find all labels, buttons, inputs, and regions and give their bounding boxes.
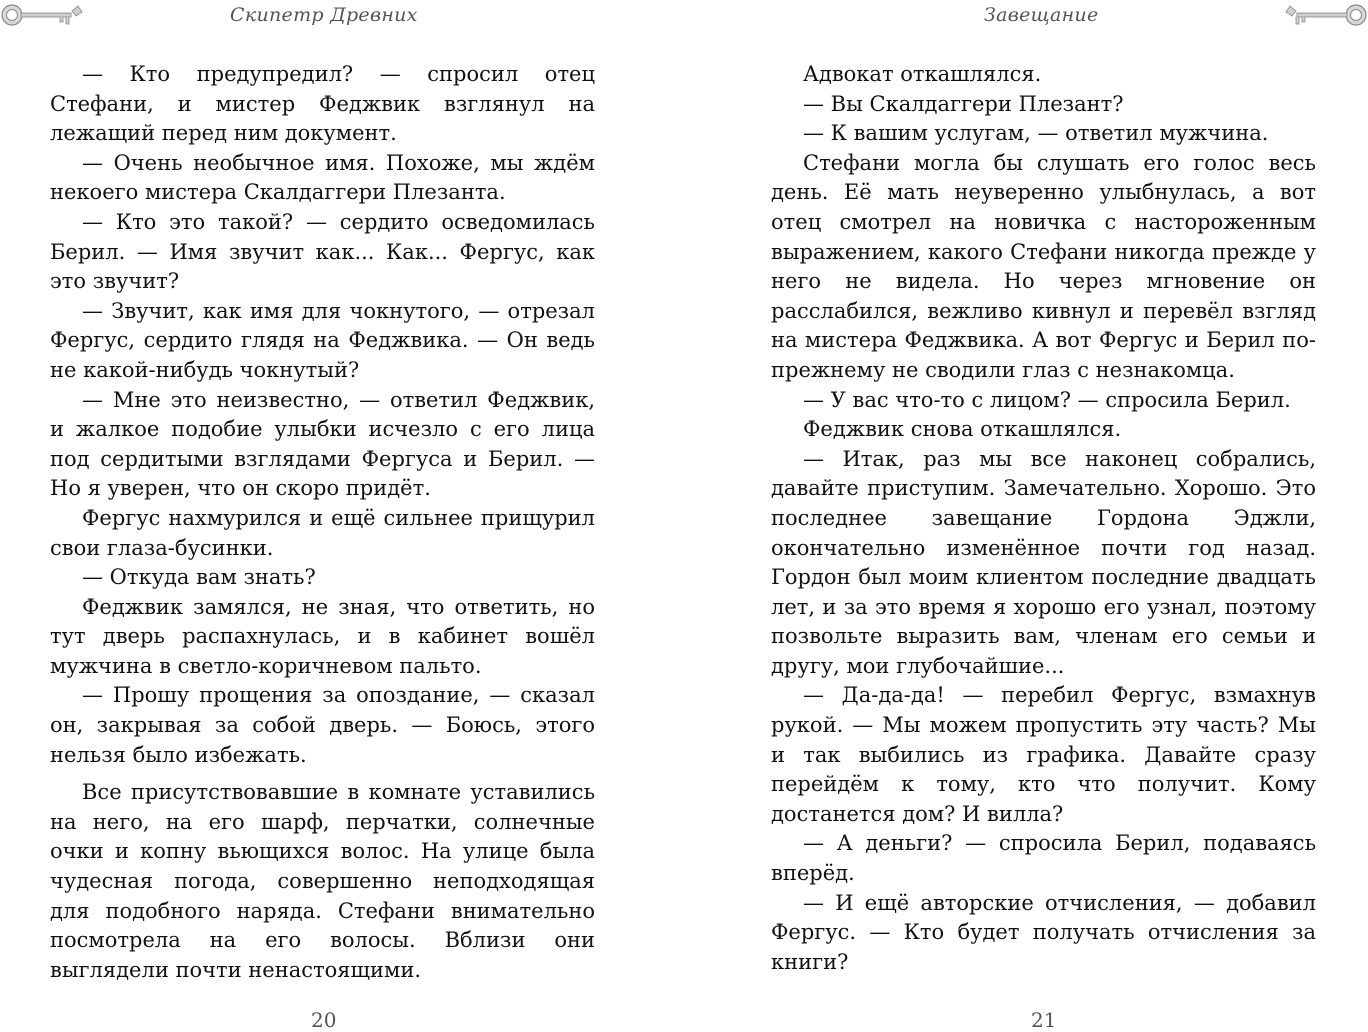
paragraph: — У вас что-то с лицом? — спросила Берил. [803,387,1291,412]
running-head: Завещание [984,4,1099,26]
running-head: Скипетр Древних [230,4,418,26]
paragraph: — К вашим услугам, — ответил мужчина. [803,121,1269,146]
page-number: 21 [1031,1008,1057,1032]
body-text [771,60,1316,977]
page-number: 20 [311,1008,337,1032]
paragraph: Адвокат откашлялся. [803,62,1042,86]
paragraph: Феджвик замялся, не зная, что ответить, но тут дверь распахнулась, и в кабинет вошёл мужчина в светло-коричневом пальто. [50,594,595,678]
paragraph: — Кто это такой? — сердито осведомилась Берил. — Имя звучит как... Как... Фергус, как это звучит? [50,209,595,294]
paragraph: — Звучит, как имя для чокнутого, — отрезал Фергус, сердито глядя на Феджвика. — Он ведь не какой-нибудь чокнутый? [50,298,595,382]
right-page [684,0,1368,1032]
paragraph: — Прошу прощения за опоздание, — сказал он, закрывая за собой дверь. — Боюсь, этого нельзя было избежать. [50,683,595,767]
paragraph: — Итак, раз мы все наконец собрались, давайте приступим. Замечательно. Хорошо. Это последнее завещание Гордона Эджли, окончательно изменённое почти год назад. Гордон был моим клиентом последние двадцать лет, и за это время я хорошо его узнал, поэтому позвольте выразить вам, членам его семьи и другу, мои глубочайшие... [771,446,1316,678]
paragraph: — Кто предупредил? — спросил отец Стефани, и мистер Феджвик взглянул на лежащий перед ним документ. [50,62,595,146]
paragraph: Феджвик снова откашлялся. [803,417,1122,442]
paragraph: — Вы Скалдаггери Плезант? [803,91,1124,116]
key-icon [1276,2,1368,28]
paragraph: — Очень необычное имя. Похоже, мы ждём некоего мистера Скалдаггери Плезанта. [50,150,595,205]
paragraph: — Мне это неизвестно, — ответил Феджвик, и жалкое подобие улыбки исчезло с его лица под сердитыми взглядами Фергуса и Берил. — Но я уверен, что он скоро придёт. [50,387,595,501]
paragraph: — Откуда вам знать? [82,565,316,590]
paragraph: — Да-да-да! — перебил Фергус, взмахнув рукой. — Мы можем пропустить эту часть? Мы и так выбились из графика. Давайте сразу перейдём к тому, кто что получит. Кому достанется дом? И вилла? [771,683,1316,826]
body-text [50,60,595,985]
paragraph: Стефани могла бы слушать его голос весь день. Её мать неуверенно улыбнулась, а вот отец смотрел на новичка с настороженным выражением, какого Стефани никогда прежде у него не видела. Но через мгновение он расслабился, вежливо кивнул и перевёл взгляд на мистера Феджвика. А вот Фергус и Берил по-прежнему не сводили глаз с незнакомца. [771,150,1316,382]
paragraph: — И ещё авторские отчисления, — добавил Фергус. — Кто будет получать отчисления за книги? [771,890,1316,974]
paragraph: Фергус нахмурился и ещё сильнее прищурил свои глаза-бусинки. [50,505,595,560]
paragraph: — А деньги? — спросила Берил, подаваясь вперёд. [771,831,1316,886]
paragraph: Все присутствовавшие в комнате уставились на него, на его шарф, перчатки, солнечные очки и копну вьющихся волос. На улице была чудесная погода, совершенно неподходящая для подобного наряда. Стефани внимательно посмотрела на его волосы. Вблизи они выглядели почти ненастоящими. [50,780,595,982]
key-icon [0,2,92,28]
